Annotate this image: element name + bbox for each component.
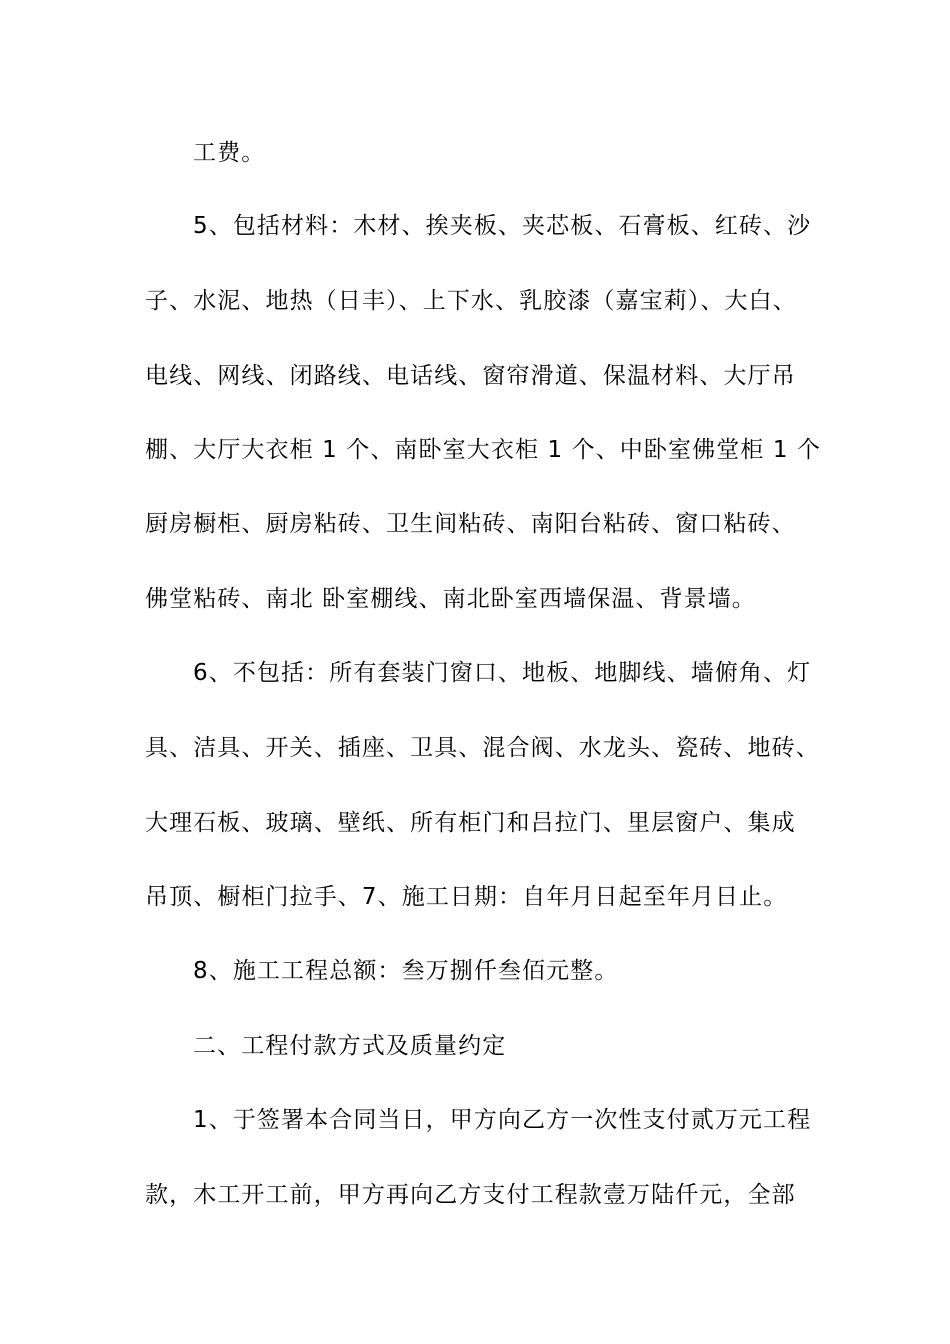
text-line-3: 子、水泥、地热（日丰）、上下水、乳胶漆（嘉宝莉）、大白、 <box>145 288 797 314</box>
text-line-1: 工费。 <box>193 140 266 166</box>
text-line-2: 5、包括材料：木材、挨夹板、夹芯板、石膏板、红砖、沙 <box>193 213 812 239</box>
text-line-6: 厨房橱柜、厨房粘砖、卫生间粘砖、南阳台粘砖、窗口粘砖、 <box>145 511 796 537</box>
text-line-7: 佛堂粘砖、南北 卧室棚线、南北卧室西墙保温、背景墙。 <box>145 586 756 612</box>
text-line-14: 1、于签署本合同当日，甲方向乙方一次性支付贰万元工程 <box>193 1107 812 1133</box>
text-line-9: 具、洁具、开关、插座、卫具、混合阀、水龙头、瓷砖、地砖、 <box>145 735 820 761</box>
text-line-8: 6、不包括：所有套装门窗口、地板、地脚线、墙俯角、灯 <box>193 660 812 686</box>
text-line-15: 款，木工开工前，甲方再向乙方支付工程款壹万陆仟元，全部 <box>145 1182 796 1208</box>
text-line-10: 大理石板、玻璃、壁纸、所有柜门和吕拉门、里层窗户、集成 <box>145 810 796 836</box>
section-heading: 二、工程付款方式及质量约定 <box>193 1033 507 1059</box>
text-line-5: 棚、大厅大衣柜 1 个、南卧室大衣柜 1 个、中卧室佛堂柜 1 个 <box>145 437 822 463</box>
text-line-4: 电线、网线、闭路线、电话线、窗帘滑道、保温材料、大厅吊 <box>145 363 796 389</box>
text-line-11: 吊顶、橱柜门拉手、7、施工日期：自年月日起至年月日止。 <box>145 884 788 910</box>
text-line-12: 8、施工工程总额：叁万捌仟叁佰元整。 <box>193 958 619 984</box>
